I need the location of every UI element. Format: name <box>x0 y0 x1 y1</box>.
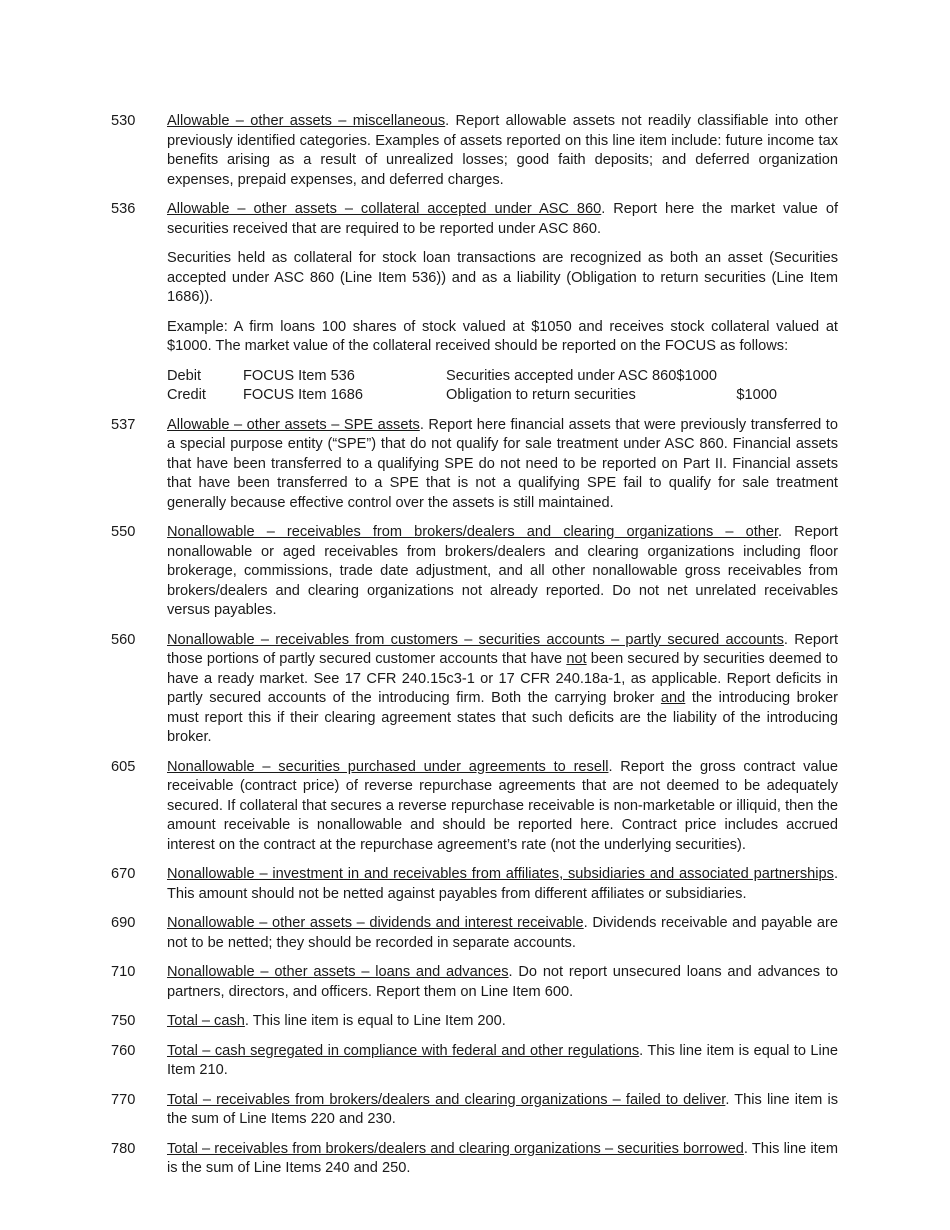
collateral-paragraph: Securities held as collateral for stock loan transactions are recognized as both an asset (Securities accepted under ASC 860 (Line Item 536)) and as a liability (Obligation to return securities (Line Item 1686)). <box>167 250 838 305</box>
line-item-750 <box>0 1012 950 1032</box>
entry-type: Credit <box>167 387 206 403</box>
line-text: . Report nonallowable or aged receivables from brokers/dealers and clearing organizations including floor brokerage, commissions, trade date adjustment, and all other nonallowable gross receivables from brokers/dealers and clearing organizations not already reported. Do not net unrelated receivables versus payables. <box>167 524 838 618</box>
line-text: . Dividends receivable and payable are not to be netted; they should be recorded in separate accounts. <box>167 915 838 951</box>
debit-amount <box>676 386 736 406</box>
line-number: 710 <box>111 964 136 980</box>
line-text: . Do not report unsecured loans and advances to partners, directors, and officers. Report them on Line Item 600. <box>167 964 838 1000</box>
line-number: 537 <box>111 416 136 433</box>
emphasis-not: not <box>566 651 587 667</box>
example-paragraph: Example: A firm loans 100 shares of stock valued at $1050 and receives stock collateral valued at $1000. The market value of the collateral received should be reported on the FOCUS as follows: <box>167 318 838 354</box>
table-row <box>167 386 836 406</box>
journal-entry-table <box>167 367 836 406</box>
line-text: . Report allowable assets not readily classifiable into other previously identified categories. Examples of assets reported on this line item include: future income tax benefits arising as a result of unrealized losses; good faith deposits; and deferred organization expenses, prepaid expenses, and deferred charges. <box>167 113 838 188</box>
line-text: . This line item is equal to Line Item 200. <box>244 1013 506 1029</box>
line-item-530 <box>0 112 950 190</box>
line-item-690 <box>0 914 950 953</box>
line-number: 530 <box>111 113 136 129</box>
line-item-780 <box>0 1140 950 1179</box>
credit-amount: $1000 <box>736 387 777 403</box>
line-number: 780 <box>111 1140 136 1157</box>
line-item-670 <box>0 865 950 904</box>
line-number: 750 <box>111 1013 136 1029</box>
line-item-760 <box>0 1042 950 1081</box>
line-title: Allowable – other assets – miscellaneous <box>167 113 446 129</box>
line-item-770 <box>0 1091 950 1130</box>
line-title: Total – cash segregated in compliance with federal and other regulations <box>167 1042 640 1059</box>
line-item-710 <box>0 963 950 1002</box>
line-text: . This line item is equal to Line Item 210. <box>167 1042 838 1078</box>
focus-item: FOCUS Item 536 <box>243 367 355 384</box>
line-item-536 <box>0 200 950 406</box>
line-text: been secured by securities deemed to have a ready market. See 17 CFR 240.15c3-1 or 17 CFR 240.18a-1, as applicable. Report deficits in partly secured accounts of the introducing firm. Both the carrying broker <box>167 651 838 706</box>
line-number: 560 <box>111 631 136 648</box>
line-title: Nonallowable – receivables from customers – securities accounts – partly secured accounts <box>167 631 784 648</box>
line-number: 605 <box>111 758 136 775</box>
line-title: Nonallowable – investment in and receivables from affiliates, subsidiaries and associated partnerships <box>167 866 834 882</box>
line-text: the introducing broker must report this if their clearing agreement states that such deficits are the liability of the introducing broker. <box>167 690 838 745</box>
line-number: 760 <box>111 1042 136 1059</box>
line-title: Allowable – other assets – SPE assets <box>167 416 420 433</box>
table-row <box>167 367 836 387</box>
line-text: . This line item is the sum of Line Items 220 and 230. <box>167 1091 838 1127</box>
line-item-537 <box>0 416 950 514</box>
line-title: Total – receivables from brokers/dealers and clearing organizations – failed to deliver <box>167 1091 726 1108</box>
line-text: . Report those portions of partly secured customer accounts that have <box>167 631 838 667</box>
credit-amount <box>736 367 836 387</box>
line-text: . This line item is the sum of Line Items 240 and 250. <box>167 1140 839 1176</box>
line-number: 670 <box>111 866 136 882</box>
focus-item: FOCUS Item 1686 <box>243 387 364 403</box>
line-title: Nonallowable – securities purchased under agreements to resell <box>167 758 609 775</box>
line-title: Total – receivables from brokers/dealers and clearing organizations – securities borrowed <box>167 1140 744 1157</box>
line-title: Allowable – other assets – collateral accepted under ASC 860 <box>167 201 602 217</box>
line-number: 536 <box>111 201 136 217</box>
line-item-560 <box>0 631 950 748</box>
debit-amount: $1000 <box>676 367 717 384</box>
line-text: . Report here the market value of securities received that are required to be reported under ASC 860. <box>167 201 838 237</box>
line-text: . Report the gross contract value receivable (contract price) of reverse repurchase agreements that are not deemed to be adequately secured. If collateral that secures a reverse repurchase receivable is non-marketable or illiquid, then the amount receivable is nonallowable and should be reported here. Contract price includes accrued interest on the contract at the repurchase agreement’s rate (not the underlying securities). <box>167 758 838 853</box>
entry-type: Debit <box>167 367 202 384</box>
line-number: 770 <box>111 1091 136 1108</box>
line-title: Nonallowable – other assets – dividends and interest receivable <box>167 915 584 931</box>
line-title: Total – cash <box>167 1013 245 1029</box>
entry-description: Securities accepted under ASC 860 <box>446 367 677 384</box>
line-text: . Report here financial assets that were previously transferred to a special purpose entity (“SPE”) that do not qualify for sale treatment under ASC 860. Financial assets that have been transferred to a qualifying SPE do not need to be reported on Part II. Financial assets that have been transferred to a SPE that is not a qualifying SPE fail to qualify for sale treatment generally because effective control over the assets is still maintained. <box>167 416 838 511</box>
line-text: . This amount should not be netted against payables from different affiliates or subsidiaries. <box>167 866 838 902</box>
line-number: 550 <box>111 524 136 540</box>
line-number: 690 <box>111 915 136 931</box>
entry-description: Obligation to return securities <box>446 387 636 403</box>
line-title: Nonallowable – other assets – loans and advances <box>167 964 509 980</box>
line-item-605 <box>0 758 950 856</box>
emphasis-and: and <box>660 690 686 706</box>
line-title: Nonallowable – receivables from brokers/dealers and clearing organizations – other <box>167 524 779 540</box>
line-item-550 <box>0 523 950 621</box>
document-page <box>0 112 950 1189</box>
